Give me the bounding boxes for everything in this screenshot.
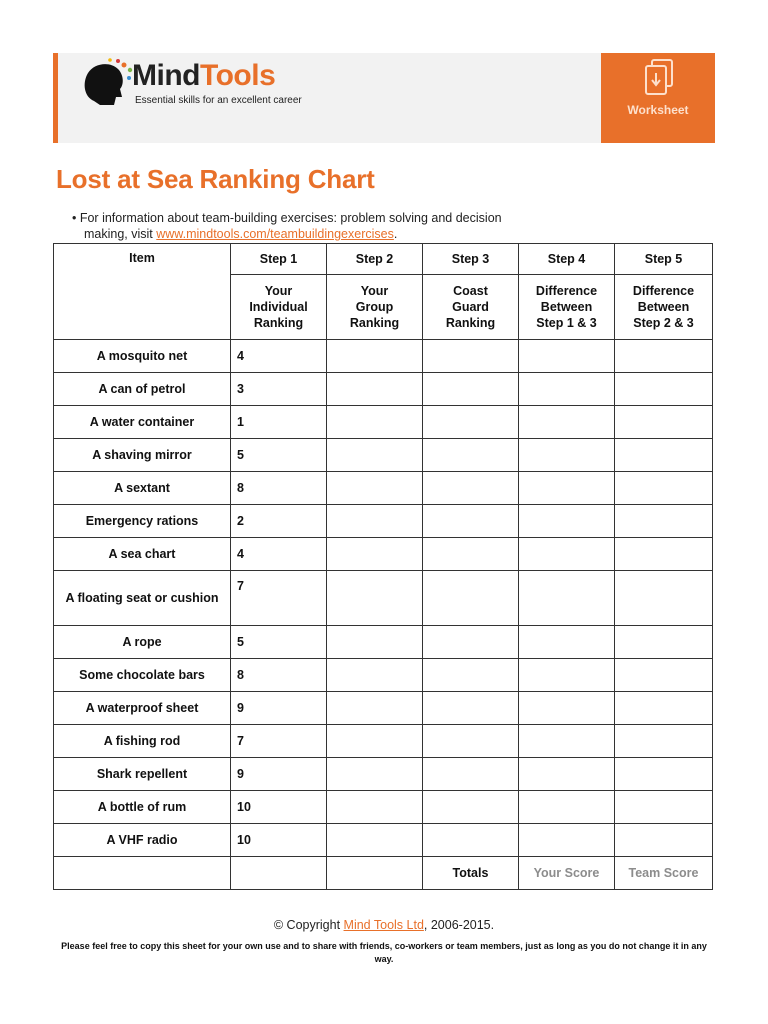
step-3-header: Step 3 bbox=[423, 244, 519, 275]
item-name: Some chocolate bars bbox=[54, 659, 231, 692]
group-rank-cell[interactable] bbox=[327, 626, 423, 659]
step-2-description-line: Your bbox=[360, 284, 389, 298]
table-row bbox=[54, 725, 713, 758]
difference-1-3-cell[interactable] bbox=[519, 472, 615, 505]
difference-2-3-cell[interactable] bbox=[615, 758, 713, 791]
difference-2-3-cell[interactable] bbox=[615, 439, 713, 472]
individual-rank: 9 bbox=[231, 692, 327, 725]
step-5-header: Step 5 bbox=[615, 244, 713, 275]
header-accent-line bbox=[53, 53, 58, 143]
difference-1-3-cell[interactable] bbox=[519, 626, 615, 659]
individual-rank: 5 bbox=[231, 626, 327, 659]
coast-guard-rank-cell[interactable] bbox=[423, 725, 519, 758]
step-1-description-line: Individual bbox=[249, 300, 308, 314]
footer-usage-note: Please feel free to copy this sheet for your own use and to share with friends, co-workers or team members, just as long as you do not change it in any way. bbox=[61, 941, 707, 964]
step-2-description-line: Ranking bbox=[349, 316, 400, 330]
difference-1-3-cell[interactable] bbox=[519, 758, 615, 791]
step-2-description bbox=[327, 275, 423, 340]
coast-guard-rank-cell[interactable] bbox=[423, 626, 519, 659]
totals-row bbox=[54, 857, 713, 890]
step-3-description-line: Guard bbox=[452, 300, 489, 314]
coast-guard-rank-cell[interactable] bbox=[423, 505, 519, 538]
step-1-description bbox=[231, 275, 327, 340]
item-name: A shaving mirror bbox=[54, 439, 231, 472]
difference-1-3-cell[interactable] bbox=[519, 340, 615, 373]
group-rank-cell[interactable] bbox=[327, 692, 423, 725]
difference-1-3-cell[interactable] bbox=[519, 692, 615, 725]
table-row bbox=[54, 340, 713, 373]
step-1-header: Step 1 bbox=[231, 244, 327, 275]
difference-2-3-cell[interactable] bbox=[615, 571, 713, 626]
coast-guard-rank-cell[interactable] bbox=[423, 538, 519, 571]
coast-guard-rank-cell[interactable] bbox=[423, 472, 519, 505]
difference-1-3-cell[interactable] bbox=[519, 373, 615, 406]
item-name: Shark repellent bbox=[54, 758, 231, 791]
mindtools-link[interactable]: Mind Tools Ltd bbox=[343, 918, 424, 932]
coast-guard-rank-cell[interactable] bbox=[423, 571, 519, 626]
item-name: Emergency rations bbox=[54, 505, 231, 538]
step-4-header: Step 4 bbox=[519, 244, 615, 275]
item-name: A fishing rod bbox=[54, 725, 231, 758]
individual-rank: 8 bbox=[231, 659, 327, 692]
coast-guard-rank-cell[interactable] bbox=[423, 406, 519, 439]
step-4-description-line: Between bbox=[540, 300, 593, 314]
difference-1-3-cell[interactable] bbox=[519, 505, 615, 538]
totals-empty-cell[interactable] bbox=[54, 857, 231, 890]
difference-2-3-cell[interactable] bbox=[615, 505, 713, 538]
logo-tools: Tools bbox=[199, 59, 276, 92]
intro-line-1: • For information about team-building exercises: problem solving and decision bbox=[72, 211, 502, 225]
individual-rank: 9 bbox=[231, 758, 327, 791]
group-rank-cell[interactable] bbox=[327, 824, 423, 857]
item-name: A sextant bbox=[54, 472, 231, 505]
item-column-header: Item bbox=[54, 244, 231, 340]
group-rank-cell[interactable] bbox=[327, 439, 423, 472]
group-rank-cell[interactable] bbox=[327, 659, 423, 692]
difference-1-3-cell[interactable] bbox=[519, 439, 615, 472]
step-4-description-line: Difference bbox=[535, 284, 598, 298]
difference-2-3-cell[interactable] bbox=[615, 659, 713, 692]
intro-period: . bbox=[393, 227, 398, 241]
table-row bbox=[54, 439, 713, 472]
difference-2-3-cell[interactable] bbox=[615, 626, 713, 659]
item-name: A sea chart bbox=[54, 538, 231, 571]
ranking-table bbox=[53, 243, 713, 890]
coast-guard-rank-cell[interactable] bbox=[423, 659, 519, 692]
table-row bbox=[54, 472, 713, 505]
worksheet-label: Worksheet bbox=[627, 103, 689, 117]
individual-rank: 4 bbox=[231, 340, 327, 373]
item-name: A VHF radio bbox=[54, 824, 231, 857]
step-3-description bbox=[423, 275, 519, 340]
difference-2-3-cell[interactable] bbox=[615, 824, 713, 857]
group-rank-cell[interactable] bbox=[327, 791, 423, 824]
step-2-header: Step 2 bbox=[327, 244, 423, 275]
difference-2-3-cell[interactable] bbox=[615, 373, 713, 406]
logo-tagline: Essential skills for an excellent career bbox=[135, 95, 302, 106]
individual-rank: 3 bbox=[231, 373, 327, 406]
individual-rank: 1 bbox=[231, 406, 327, 439]
group-rank-cell[interactable] bbox=[327, 406, 423, 439]
difference-2-3-cell[interactable] bbox=[615, 340, 713, 373]
group-rank-cell[interactable] bbox=[327, 340, 423, 373]
intro-text bbox=[72, 210, 592, 242]
individual-rank: 5 bbox=[231, 439, 327, 472]
logo-wordmark bbox=[132, 59, 275, 93]
step-3-description-line: Ranking bbox=[445, 316, 496, 330]
page-title: Lost at Sea Ranking Chart bbox=[56, 164, 375, 194]
coast-guard-rank-cell[interactable] bbox=[423, 758, 519, 791]
group-rank-cell[interactable] bbox=[327, 571, 423, 626]
your-score-cell[interactable]: Your Score bbox=[519, 857, 615, 890]
individual-rank: 10 bbox=[231, 791, 327, 824]
table-row bbox=[54, 505, 713, 538]
step-3-description-line: Coast bbox=[453, 284, 488, 298]
worksheet-badge bbox=[601, 53, 715, 143]
difference-2-3-cell[interactable] bbox=[615, 472, 713, 505]
totals-label: Totals bbox=[423, 857, 519, 890]
mindtools-logo[interactable] bbox=[80, 55, 310, 115]
copyright-prefix: © Copyright bbox=[273, 918, 344, 932]
group-rank-cell[interactable] bbox=[327, 505, 423, 538]
team-score-cell[interactable]: Team Score bbox=[615, 857, 713, 890]
logo-mind: Mind bbox=[132, 59, 200, 92]
footer-copyright bbox=[0, 918, 768, 932]
individual-rank: 2 bbox=[231, 505, 327, 538]
difference-2-3-cell[interactable] bbox=[615, 725, 713, 758]
step-1-description-line: Ranking bbox=[253, 316, 304, 330]
teambuilding-link[interactable]: www.mindtools.com/teambuildingexercises bbox=[156, 227, 394, 241]
individual-rank: 8 bbox=[231, 472, 327, 505]
coast-guard-rank-cell[interactable] bbox=[423, 439, 519, 472]
item-name: A mosquito net bbox=[54, 340, 231, 373]
table-row bbox=[54, 571, 713, 626]
difference-1-3-cell[interactable] bbox=[519, 659, 615, 692]
table-row bbox=[54, 626, 713, 659]
difference-1-3-cell[interactable] bbox=[519, 791, 615, 824]
difference-1-3-cell[interactable] bbox=[519, 824, 615, 857]
table-row bbox=[54, 758, 713, 791]
difference-2-3-cell[interactable] bbox=[615, 692, 713, 725]
difference-1-3-cell[interactable] bbox=[519, 538, 615, 571]
individual-rank: 7 bbox=[231, 571, 327, 626]
coast-guard-rank-cell[interactable] bbox=[423, 373, 519, 406]
mindtools-logo-icon bbox=[80, 57, 140, 113]
individual-rank: 4 bbox=[231, 538, 327, 571]
difference-2-3-cell[interactable] bbox=[615, 791, 713, 824]
step-5-description bbox=[615, 275, 713, 340]
step-4-description bbox=[519, 275, 615, 340]
item-name: A can of petrol bbox=[54, 373, 231, 406]
step-5-description-line: Difference bbox=[632, 284, 695, 298]
step-2-description-line: Group bbox=[355, 300, 394, 314]
table-row bbox=[54, 406, 713, 439]
table-row bbox=[54, 659, 713, 692]
step-5-description-line: Between bbox=[637, 300, 690, 314]
group-rank-cell[interactable] bbox=[327, 538, 423, 571]
totals-empty-cell[interactable] bbox=[327, 857, 423, 890]
table-row bbox=[54, 692, 713, 725]
item-name: A rope bbox=[54, 626, 231, 659]
group-rank-cell[interactable] bbox=[327, 472, 423, 505]
group-rank-cell[interactable] bbox=[327, 373, 423, 406]
intro-line-2 bbox=[72, 226, 592, 242]
coast-guard-rank-cell[interactable] bbox=[423, 791, 519, 824]
item-name: A floating seat or cushion bbox=[54, 571, 231, 626]
difference-1-3-cell[interactable] bbox=[519, 571, 615, 626]
worksheet-document-icon bbox=[641, 58, 677, 98]
group-rank-cell[interactable] bbox=[327, 725, 423, 758]
table-row bbox=[54, 373, 713, 406]
coast-guard-rank-cell[interactable] bbox=[423, 340, 519, 373]
item-name: A waterproof sheet bbox=[54, 692, 231, 725]
step-5-description-line: Step 2 & 3 bbox=[633, 316, 694, 330]
coast-guard-rank-cell[interactable] bbox=[423, 824, 519, 857]
individual-rank: 7 bbox=[231, 725, 327, 758]
copyright-years: , 2006-2015. bbox=[423, 918, 495, 932]
coast-guard-rank-cell[interactable] bbox=[423, 692, 519, 725]
item-name: A water container bbox=[54, 406, 231, 439]
difference-2-3-cell[interactable] bbox=[615, 538, 713, 571]
difference-2-3-cell[interactable] bbox=[615, 406, 713, 439]
table-row bbox=[54, 538, 713, 571]
difference-1-3-cell[interactable] bbox=[519, 406, 615, 439]
item-name: A bottle of rum bbox=[54, 791, 231, 824]
table-row bbox=[54, 791, 713, 824]
totals-empty-cell[interactable] bbox=[231, 857, 327, 890]
step-4-description-line: Step 1 & 3 bbox=[536, 316, 597, 330]
difference-1-3-cell[interactable] bbox=[519, 725, 615, 758]
group-rank-cell[interactable] bbox=[327, 758, 423, 791]
step-header-row bbox=[54, 244, 713, 275]
individual-rank: 10 bbox=[231, 824, 327, 857]
intro-visit-text: making, visit bbox=[84, 227, 157, 241]
step-1-description-line: Your bbox=[264, 284, 293, 298]
table-row bbox=[54, 824, 713, 857]
